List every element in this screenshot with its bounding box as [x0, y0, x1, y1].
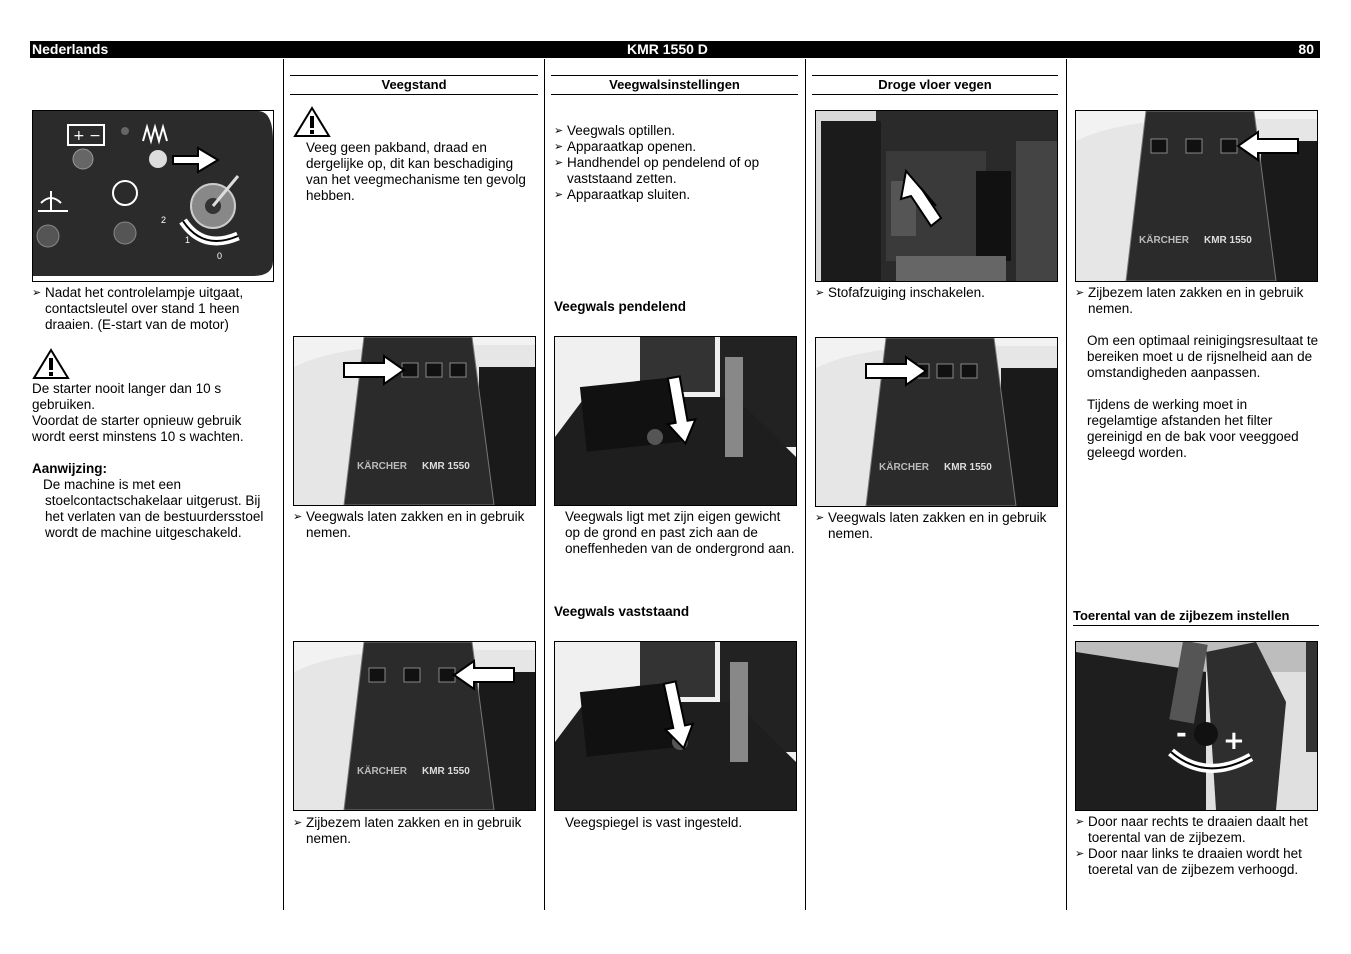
svg-text:KÄRCHER: KÄRCHER — [879, 462, 929, 473]
dust-extraction-photo — [815, 110, 1058, 282]
side-broom-knob-photo — [1075, 641, 1318, 811]
svg-text:KÄRCHER: KÄRCHER — [357, 461, 407, 472]
svg-text:KMR 1550: KMR 1550 — [422, 766, 470, 777]
svg-text:+ −: + − — [73, 128, 101, 144]
setting-step-3: ➢ Handhendel op pendelend of op vaststaand zetten. — [554, 155, 807, 187]
plus-label: + — [1223, 726, 1245, 756]
starter-warning-2: Voordat de starter opnieuw gebruik wordt eerst minstens 10 s wachten. — [32, 413, 244, 444]
speed-step-right: ➢ Door naar rechts te draaien daalt het toerental van de zijbezem. — [1075, 814, 1333, 846]
caption-dust-extraction: ➢ Stofafzuiging inschakelen. — [815, 285, 1068, 301]
section-title-veegwalsinstellingen: Veegwalsinstellingen — [551, 75, 798, 95]
step-start-engine: ➢ Nadat het controlelampje uitgaat, contactsleutel over stand 1 heen draaien. (E-start van de motor) — [32, 285, 285, 333]
roller-mechanism-photo — [554, 641, 797, 811]
caption-lower-side-broom: ➢ Zijbezem laten zakken en in gebruik nemen. — [293, 815, 546, 847]
caption-side-broom: ➢ Zijbezem laten zakken en in gebruik nemen. — [1075, 285, 1333, 317]
warning-triangle-icon — [32, 348, 70, 380]
column-divider — [283, 59, 284, 910]
note-text: De machine is met een stoelcontactschakelaar uitgerust. Bij het verlaten van de bestuurdersstoel wordt de machine uitgeschakeld. — [43, 477, 264, 540]
header-language: Nederlands — [32, 41, 109, 57]
control-panel-photo — [815, 337, 1058, 507]
speed-step-left: ➢ Door naar links te draaien wordt het toeretal van de zijbezem verhoogd. — [1075, 846, 1333, 878]
key-position-1: 1 — [185, 235, 191, 245]
floating-description: Veegwals ligt met zijn eigen gewicht op de grond en past zich aan de oneffenheden van de ondergrond aan. — [565, 509, 795, 556]
section-title-veegstand: Veegstand — [290, 75, 538, 95]
caption-lower-roller-dry: ➢ Veegwals laten zakken en in gebruik nemen. — [815, 510, 1068, 542]
caption-lower-roller: ➢ Veegwals laten zakken en in gebruik nemen. — [293, 509, 546, 541]
roller-mechanism-photo — [554, 336, 797, 506]
fixed-description: Veegspiegel is vast ingesteld. — [565, 815, 743, 830]
control-panel-photo — [293, 336, 536, 506]
setting-step-2: ➢ Apparaatkap openen. — [554, 139, 807, 155]
control-panel-photo — [1075, 110, 1318, 282]
subheading-floating: Veegwals pendelend — [554, 299, 687, 314]
warning-triangle-icon — [293, 106, 331, 138]
svg-text:KMR 1550: KMR 1550 — [944, 462, 992, 473]
filter-advice: Tijdens de werking moet in regelamtige afstanden het filter gereinigd en de bak voor veeggoed geleegd worden. — [1087, 397, 1299, 460]
minus-label: - — [1176, 719, 1187, 749]
column-divider — [544, 59, 545, 910]
svg-text:KMR 1550: KMR 1550 — [1204, 235, 1252, 246]
starter-warning-1: De starter nooit langer dan 10 s gebruiken. — [32, 381, 222, 412]
setting-step-1: ➢ Veegwals optillen. — [554, 123, 807, 139]
dashboard-photo — [32, 110, 274, 282]
key-position-0: 0 — [217, 251, 223, 261]
svg-text:KMR 1550: KMR 1550 — [422, 461, 470, 472]
note-heading: Aanwijzing: — [32, 461, 107, 476]
svg-text:KÄRCHER: KÄRCHER — [1139, 235, 1189, 246]
control-panel-photo — [293, 641, 536, 811]
svg-text:KÄRCHER: KÄRCHER — [357, 766, 407, 777]
subheading-fixed: Veegwals vaststaand — [554, 604, 690, 619]
setting-step-4: ➢ Apparaatkap sluiten. — [554, 187, 807, 203]
page-header — [30, 41, 1320, 58]
sweeping-warning: Veeg geen pakband, draad en dergelijke op, dit kan beschadiging van het veegmechanisme ten gevolg hebben. — [306, 140, 526, 203]
section-title-droge-vloer: Droge vloer vegen — [812, 75, 1058, 95]
header-model: KMR 1550 D — [627, 41, 708, 57]
header-page-number: 80 — [1298, 41, 1314, 57]
key-position-2: 2 — [161, 215, 167, 225]
column-divider — [1066, 59, 1067, 910]
speed-advice: Om een optimaal reinigingsresultaat te bereiken moet u de rijsnelheid aan de omstandigheden aanpassen. — [1087, 333, 1319, 380]
section-title-side-broom-speed: Toerental van de zijbezem instellen — [1073, 607, 1319, 626]
